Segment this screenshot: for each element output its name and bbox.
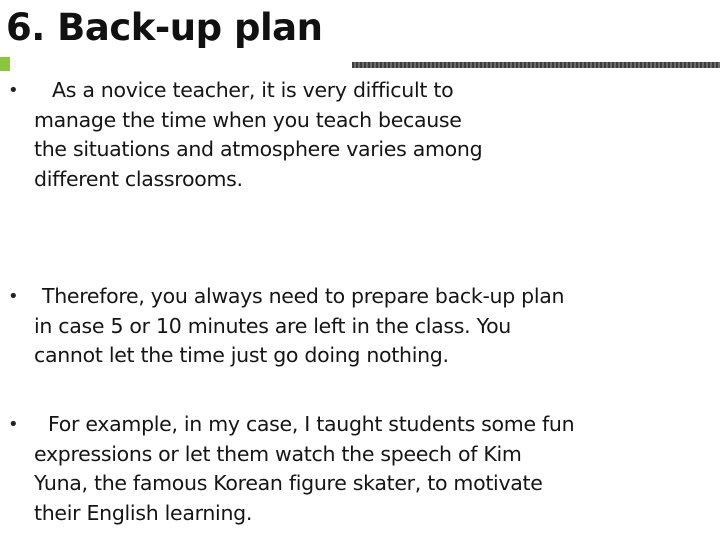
bullet-line: in case 5 or 10 minutes are left in the class. You: [34, 313, 512, 338]
title-divider-stripe: [352, 62, 720, 68]
bullet-marker: •: [8, 414, 19, 435]
bullet-line: Yuna, the famous Korean figure skater, to motivate: [34, 471, 543, 495]
bullet-marker: •: [8, 286, 19, 307]
bullet-line: expressions or let them watch the speech of Kim: [34, 441, 522, 466]
title-accent-block: [0, 57, 10, 71]
slide-title: 6. Back-up plan: [6, 6, 323, 49]
bullet-item-3: [8, 410, 575, 528]
bullet-line: different classrooms.: [34, 166, 243, 191]
bullet-item-2: [8, 282, 565, 371]
bullet-marker: •: [8, 80, 19, 101]
bullet-line: the situations and atmosphere varies among: [34, 137, 483, 161]
bullet-line: As a novice teacher, it is very difficult to: [52, 78, 454, 102]
title-underline-bar: [0, 57, 720, 71]
bullet-item-1: [8, 76, 483, 194]
bullet-line: their English learning.: [34, 500, 253, 525]
bullet-line: manage the time when you teach because: [34, 107, 462, 132]
bullet-line: For example, in my case, I taught students some fun: [48, 412, 575, 436]
bullet-line: cannot let the time just go doing nothing.: [34, 343, 449, 367]
bullet-line: Therefore, you always need to prepare back-up plan: [42, 284, 565, 308]
